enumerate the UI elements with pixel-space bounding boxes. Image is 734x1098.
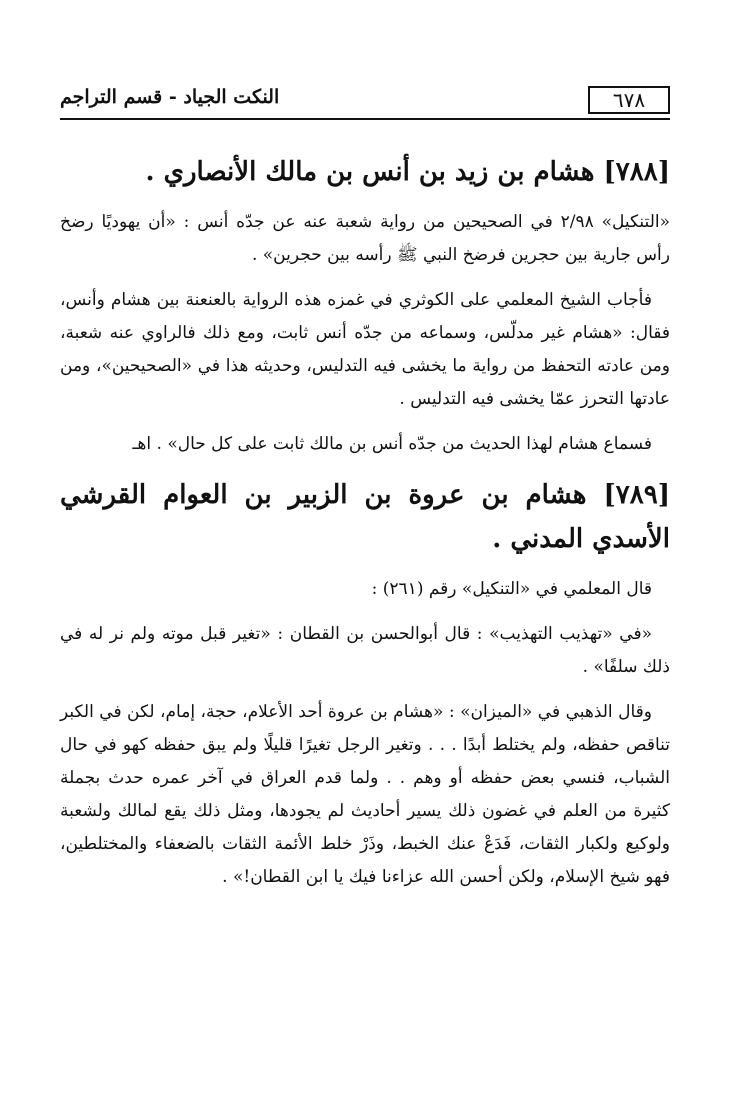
entry-789-paragraph-1: قال المعلمي في «التنكيل» رقم (٢٦١) : <box>371 579 652 599</box>
entry-789-paragraph-2: «في «تهذيب التهذيب» : قال أبوالحسن بن القطان : «تغير قبل موته ولم نر له في ذلك سلفًا» . <box>60 624 670 677</box>
entry-788-paragraph-3: فسماع هشام لهذا الحديث من جدّه أنس بن مالك ثابت على كل حال» . اهـ <box>132 434 652 454</box>
entry-789-paragraph-3: وقال الذهبي في «الميزان» : «هشام بن عروة أحد الأعلام، حجة، إمام، لكن في الكبر تناقص حفظه، ولم يختلط أبدًا . . . وتغير الرجل تغيرًا قليلًا ولم يبق حفظه كهو في حال الشباب، فنسي بعض حفظه أو وهم . . ولما قدم العراق في آخر عمره حدث بجملة كثيرة من العلم في غضون ذلك يسير أحاديث لم يجودها، ومثل ذلك يقع لمالك ولشعبة ولوكيع ولكبار الثقات، فَدَعْ عنك الخبط، وذَرْ خلط الأئمة الثقات بالضعفاء والمختلطين، فهو شيخ الإسلام، ولكن أحسن الله عزاءنا فيك يا ابن القطان!» . <box>60 702 670 887</box>
header-rule <box>60 118 670 120</box>
running-title: النكت الجياد - قسم التراجم <box>60 86 280 108</box>
page-body <box>60 150 670 906</box>
entry-788-paragraph-1: «التنكيل» ٢/٩٨ في الصحيحين من رواية شعبة عنه عن جدّه أنس : «أن يهوديًا رضخ رأس جارية بين حجرين فرضخ النبي ﷺ رأسه بين حجرين» . <box>60 212 670 265</box>
running-header <box>60 82 670 116</box>
entry-heading-789: [٧٨٩] هشام بن عروة بن الزبير بن العوام القرشي الأسدي المدني . <box>60 480 670 554</box>
entry-788-paragraph-2: فأجاب الشيخ المعلمي على الكوثري في غمزه هذه الرواية بالعنعنة بين هشام وأنس، فقال: «هشام غير مدلّس، وسماعه من جدّه أنس ثابت، ومع ذلك فالراوي عنه شعبة، ومن عادته التحفظ من رواية ما يخشى فيه التدليس، وحديثه هذا في «الصحيحين»، ومن عادتها التحرز عمّا يخشى فيه التدليس . <box>60 290 670 409</box>
entry-heading-788: [٧٨٨] هشام بن زيد بن أنس بن مالك الأنصاري . <box>145 157 670 187</box>
page-number: ٦٧٨ <box>588 86 670 114</box>
